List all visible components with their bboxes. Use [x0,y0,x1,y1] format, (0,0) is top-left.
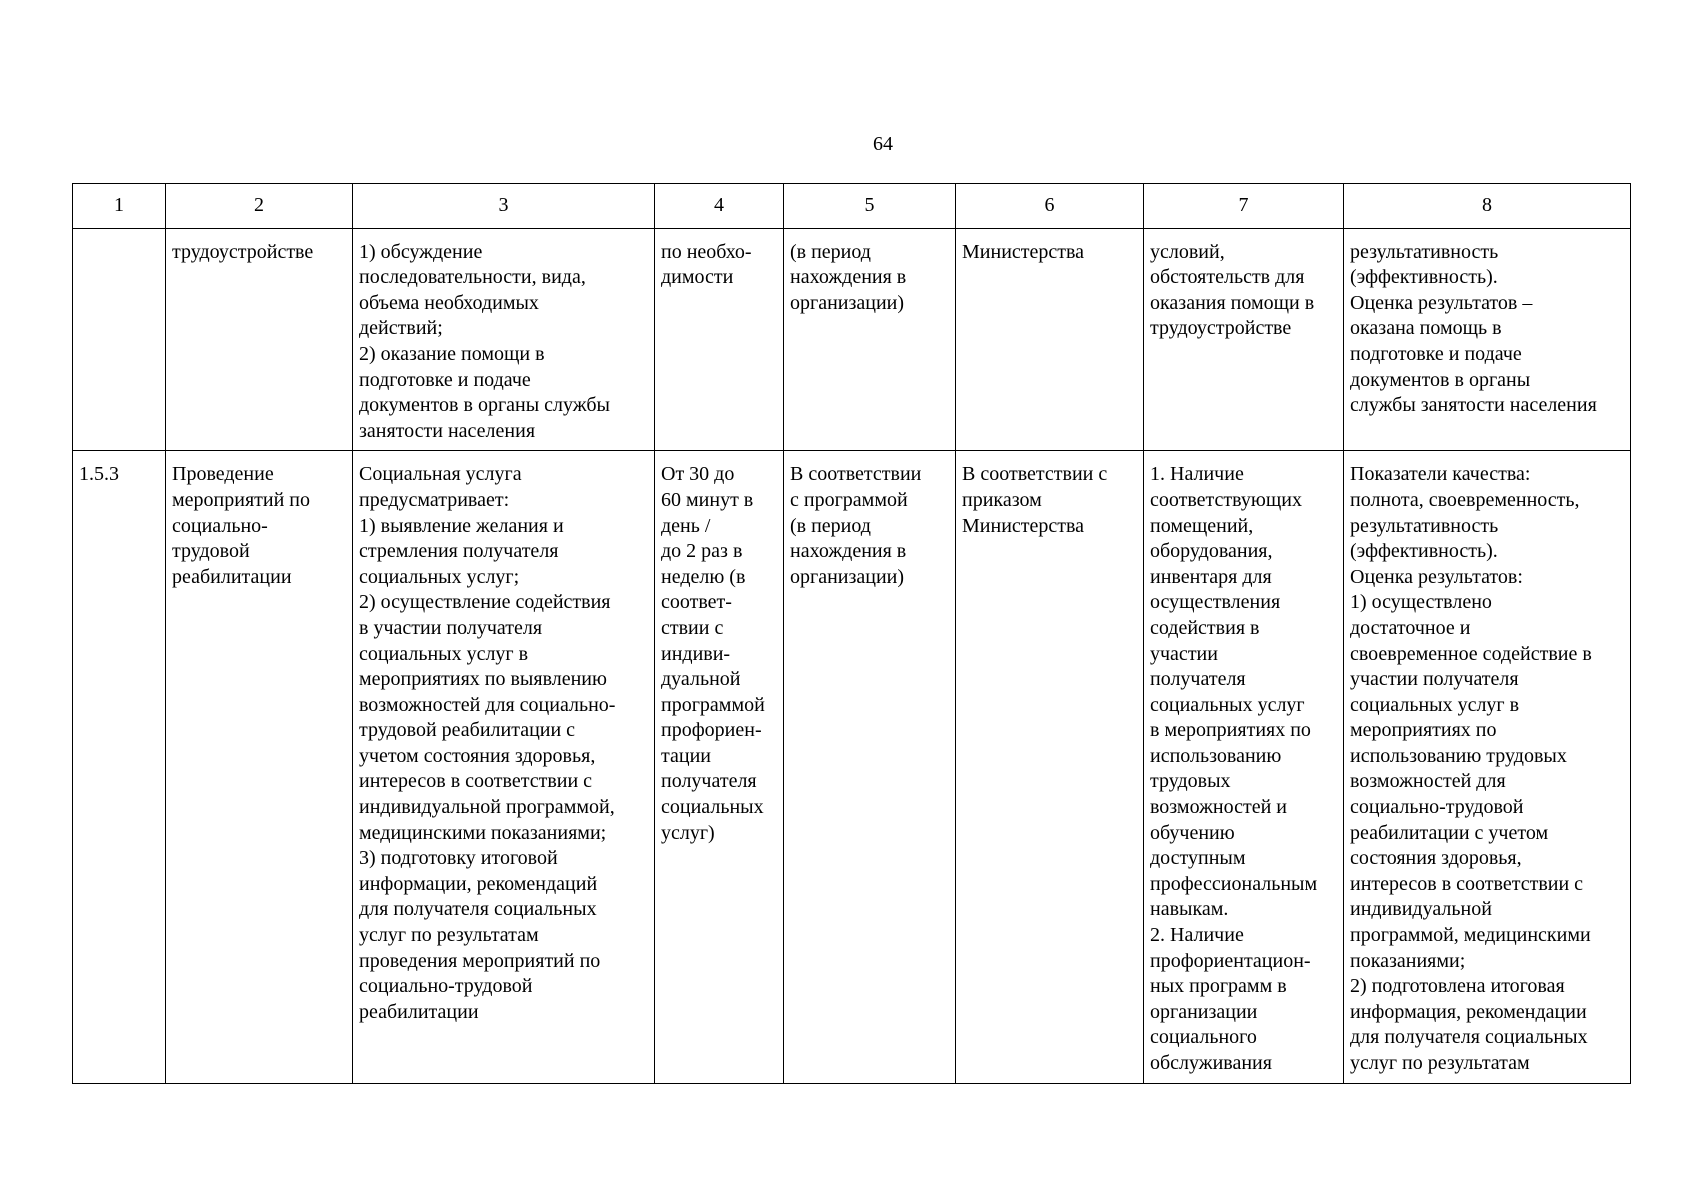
page-number: 64 [873,133,893,155]
service-cost-cell: В соответствии с приказом Министерства [956,451,1144,1083]
service-name-cell: Проведение мероприятий по социально- трудовой реабилитации [166,451,353,1083]
quality-indicators-cell: Показатели качества: полнота, своевременность, результативность (эффективность). Оценка результатов: 1) осуществлено достаточное и своевременное содействие в участии получателя социальных услуг в мероприятиях по использованию трудовых возможностей для социально-трудовой реабилитации с учетом состояния здоровья, интересов в соответствии с индивидуальной программой, медицинскими показаниями; 2) подготовлена итоговая информация, рекомендации для получателя социальных услуг по результатам [1344,451,1631,1083]
service-cost-cell: Министерства [956,228,1144,451]
services-table [72,183,1631,1084]
column-header: 7 [1144,184,1344,229]
table-row [73,228,1631,451]
service-description-cell: 1) обсуждение последовательности, вида, объема необходимых действий; 2) оказание помощи в подготовке и подаче документов в органы службы занятости населения [353,228,655,451]
column-header: 2 [166,184,353,229]
column-header: 3 [353,184,655,229]
service-frequency-cell: От 30 до 60 минут в день / до 2 раз в неделю (в соответ- ствии с индиви- дуальной программой профориен- тации получателя социальных услуг) [655,451,784,1083]
column-header: 1 [73,184,166,229]
table-header-row [73,184,1631,229]
quality-indicators-cell: результативность (эффективность). Оценка результатов – оказана помощь в подготовке и подаче документов в органы службы занятости населения [1344,228,1631,451]
service-frequency-cell: по необхо- димости [655,228,784,451]
row-number-cell [73,228,166,451]
column-header: 6 [956,184,1144,229]
row-number-cell: 1.5.3 [73,451,166,1083]
column-header: 5 [784,184,956,229]
service-description-cell: Социальная услуга предусматривает: 1) выявление желания и стремления получателя социальных услуг; 2) осуществление содействия в участии получателя социальных услуг в мероприятиях по выявлению возможностей для социально- трудовой реабилитации с учетом состояния здоровья, интересов в соответствии с индивидуальной программой, медицинскими показаниями; 3) подготовку итоговой информации, рекомендаций для получателя социальных услуг по результатам проведения мероприятий по социально-трудовой реабилитации [353,451,655,1083]
column-header: 4 [655,184,784,229]
service-term-cell: (в период нахождения в организации) [784,228,956,451]
table-row [73,451,1631,1083]
column-header: 8 [1344,184,1631,229]
service-term-cell: В соответствии с программой (в период нахождения в организации) [784,451,956,1083]
service-conditions-cell: 1. Наличие соответствующих помещений, оборудования, инвентаря для осуществления содействия в участии получателя социальных услуг в мероприятиях по использованию трудовых возможностей и обучению доступным профессиональным навыкам. 2. Наличие профориентацион- ных программ в организации социального обслуживания [1144,451,1344,1083]
service-name-cell: трудоустройстве [166,228,353,451]
service-conditions-cell: условий, обстоятельств для оказания помощи в трудоустройстве [1144,228,1344,451]
